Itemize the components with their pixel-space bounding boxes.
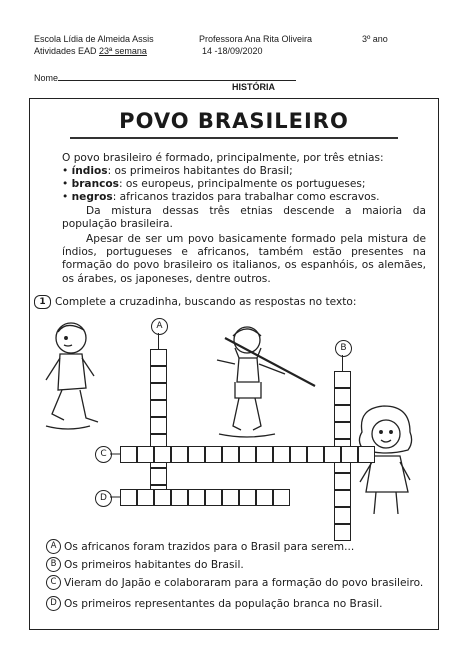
name-label: Nome — [34, 73, 59, 83]
exercise-instruction-text: Complete a cruzadinha, buscando as respostas no texto: — [55, 296, 357, 308]
crossword-cell-b-9[interactable] — [334, 507, 351, 524]
ethnicity-item-indios: • índios: os primeiros habitantes do Brasil; — [62, 165, 293, 177]
subject-title: HISTÓRIA — [232, 82, 276, 92]
question-letter-badge: B — [46, 557, 61, 572]
school-name: Escola Lídia de Almeida Assis — [34, 34, 154, 44]
exercise-instruction — [34, 295, 356, 309]
crossword-label-b: B — [335, 340, 352, 357]
activities-prefix: Atividades EAD — [34, 46, 100, 56]
paragraph-apesar: Apesar de ser um povo basicamente formado pela mistura de índios, portugueses e africanos, também estão presentes na formação do povo brasileiro os italianos, os espanhóis, os alemães, os árabes, os japoneses, dentre outros. — [62, 233, 426, 285]
worksheet-title: POVO BRASILEIRO — [119, 109, 349, 133]
question-d — [46, 596, 382, 611]
crossword-label-a: A — [151, 318, 168, 335]
term-negros: negros — [71, 191, 113, 203]
desc-negros: : africanos trazidos para trabalhar como escravos. — [112, 191, 380, 203]
question-text: Os africanos foram trazidos para o Brasil para serem... — [64, 540, 355, 553]
activities-line — [34, 46, 147, 56]
exercise-number-badge: 1 — [34, 295, 51, 309]
title-underline — [70, 137, 398, 139]
question-b — [46, 557, 244, 572]
boy-walking-illustration — [38, 318, 108, 443]
desc-indios: : os primeiros habitantes do Brasil; — [107, 165, 293, 177]
grade-label: 3º ano — [362, 34, 388, 44]
question-c — [46, 575, 423, 590]
ethnicity-item-brancos: • brancos: os europeus, principalmente os portugueses; — [62, 178, 366, 190]
term-brancos: brancos — [71, 178, 119, 190]
desc-brancos: : os europeus, principalmente os portugueses; — [119, 178, 366, 190]
question-text: Vieram do Japão e colaboraram para a formação do povo brasileiro. — [64, 576, 424, 589]
question-letter-badge: C — [46, 575, 61, 590]
name-line — [58, 72, 296, 81]
dates-label: 14 -18/09/2020 — [202, 46, 263, 56]
crossword-label-leaders — [110, 330, 360, 505]
question-text: Os primeiros representantes da população branca no Brasil. — [64, 597, 383, 610]
activities-week: 23ª semana — [99, 46, 147, 56]
question-letter-badge: A — [46, 539, 61, 554]
paragraph-mistura: Da mistura dessas três etnias descende a maioria da população brasileira. — [62, 205, 426, 231]
crossword-label-d: D — [95, 490, 112, 507]
ethnicity-item-negros: • negros: africanos trazidos para trabalhar como escravos. — [62, 191, 380, 203]
teacher-name: Professora Ana Rita Oliveira — [199, 34, 313, 44]
question-letter-badge: D — [46, 596, 61, 611]
term-indios: índios — [71, 165, 108, 177]
intro-line: O povo brasileiro é formado, principalmente, por três etnias: — [62, 152, 384, 164]
crossword-cell-c-15[interactable] — [358, 446, 375, 463]
crossword-label-c: C — [95, 446, 112, 463]
question-a — [46, 539, 354, 554]
question-text: Os primeiros habitantes do Brasil. — [64, 558, 244, 571]
